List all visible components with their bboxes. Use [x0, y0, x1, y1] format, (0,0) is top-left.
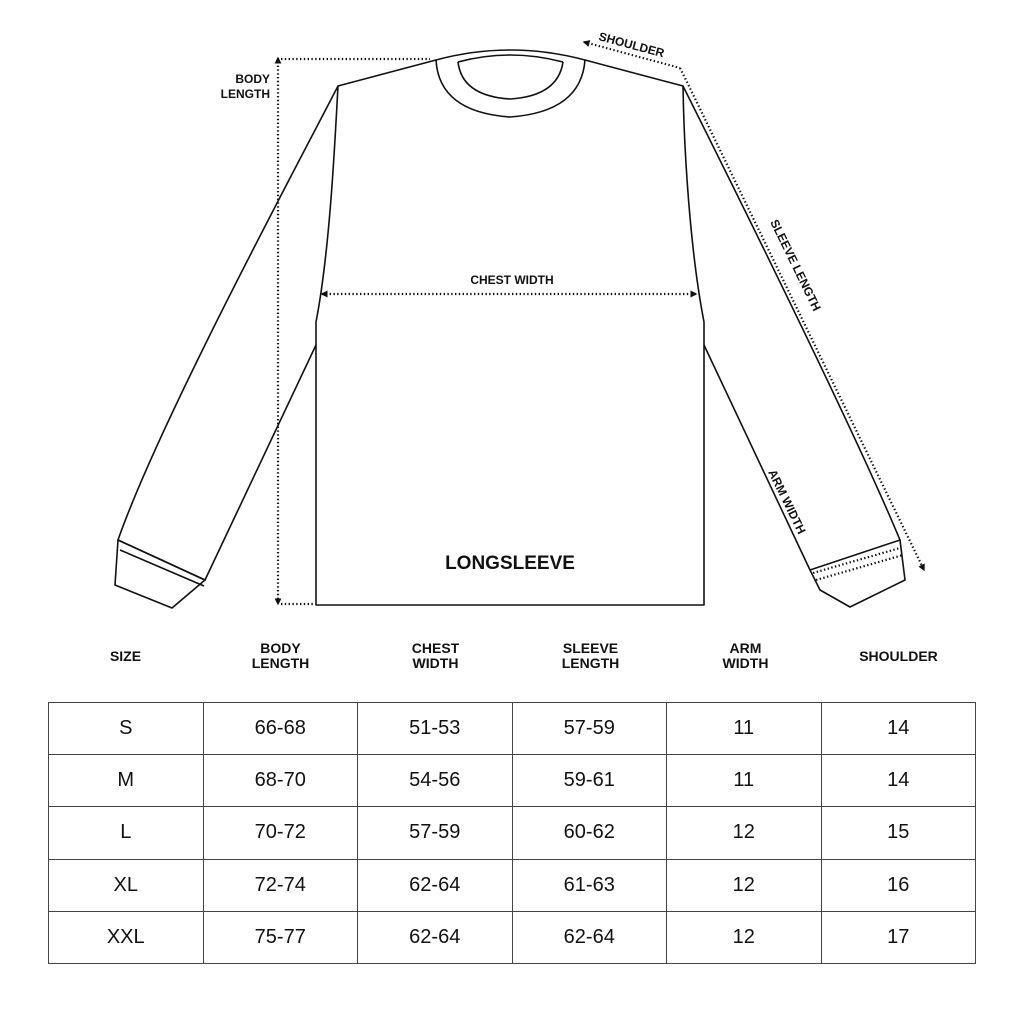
arm-width-cell: 11 [667, 755, 822, 807]
header-shoulder-line1: SHOULDER [859, 647, 938, 664]
arm-width-cell: 12 [667, 859, 822, 911]
header-size [48, 628, 203, 684]
shoulder-cell: 15 [821, 807, 976, 859]
garment-title: LONGSLEEVE [445, 553, 575, 574]
chest-width-cell: 51-53 [358, 703, 513, 755]
size-cell: S [49, 703, 204, 755]
chest-width-cell: 57-59 [358, 807, 513, 859]
header-sleeve-length-line2: LENGTH [561, 655, 620, 671]
shoulder-label: SHOULDER [597, 29, 666, 61]
chest-width-cell: 62-64 [358, 859, 513, 911]
shoulder-cell: 16 [821, 859, 976, 911]
arm-width-cell: 11 [667, 703, 822, 755]
body-length-cell: 66-68 [203, 703, 358, 755]
sleeve-length-cell: 62-64 [512, 911, 667, 963]
collar-back-outline [458, 55, 563, 62]
header-arm-width-line1: ARM [729, 640, 762, 656]
shoulder-cell: 14 [821, 755, 976, 807]
header-sleeve-length [513, 628, 668, 684]
header-chest-width-line2: WIDTH [412, 655, 459, 671]
table-row [49, 755, 976, 807]
collar-inner-outline [458, 62, 563, 99]
size-cell: M [49, 755, 204, 807]
body-length-cell: 68-70 [203, 755, 358, 807]
table-row [49, 911, 976, 963]
header-body-length-line1: BODY [260, 640, 301, 656]
header-body-length [203, 628, 358, 684]
arm-width-measure-line-2 [816, 555, 903, 580]
chest-width-cell: 54-56 [358, 755, 513, 807]
header-size-line1: SIZE [109, 647, 142, 664]
size-cell: XL [49, 859, 204, 911]
header-chest-width [358, 628, 513, 684]
size-cell: L [49, 807, 204, 859]
chest-width-cell: 62-64 [358, 911, 513, 963]
header-arm-width [668, 628, 823, 684]
sleeve-length-measure-line [680, 68, 924, 570]
arm-width-label: ARM WIDTH [765, 467, 809, 537]
shoulder-cell: 14 [821, 703, 976, 755]
shirt-body-outline [316, 50, 704, 605]
header-arm-width-line2: WIDTH [722, 655, 769, 671]
sleeve-length-cell: 59-61 [512, 755, 667, 807]
size-table [48, 702, 976, 964]
body-length-label-line1: BODY [235, 72, 270, 86]
body-length-cell: 70-72 [203, 807, 358, 859]
sleeve-length-cell: 57-59 [512, 703, 667, 755]
header-shoulder [821, 628, 976, 684]
chest-width-label: CHEST WIDTH [470, 273, 554, 287]
arm-width-cell: 12 [667, 807, 822, 859]
header-sleeve-length-line1: SLEEVE [562, 640, 619, 656]
body-length-cell: 72-74 [203, 859, 358, 911]
sleeve-length-cell: 60-62 [512, 807, 667, 859]
header-chest-width-line1: CHEST [411, 640, 460, 656]
size-cell: XXL [49, 911, 204, 963]
size-table-header [48, 628, 976, 684]
sleeve-length-label: SLEEVE LENGTH [767, 217, 824, 314]
shoulder-cell: 17 [821, 911, 976, 963]
header-body-length-line2: LENGTH [251, 655, 310, 671]
body-length-label-line2: LENGTH [220, 87, 270, 101]
table-row [49, 807, 976, 859]
table-row [49, 703, 976, 755]
body-length-cell: 75-77 [203, 911, 358, 963]
table-row [49, 859, 976, 911]
left-cuff-outline [115, 540, 205, 608]
left-sleeve-outline [118, 86, 338, 580]
collar-outline [436, 60, 585, 117]
sleeve-length-cell: 61-63 [512, 859, 667, 911]
arm-width-cell: 12 [667, 911, 822, 963]
